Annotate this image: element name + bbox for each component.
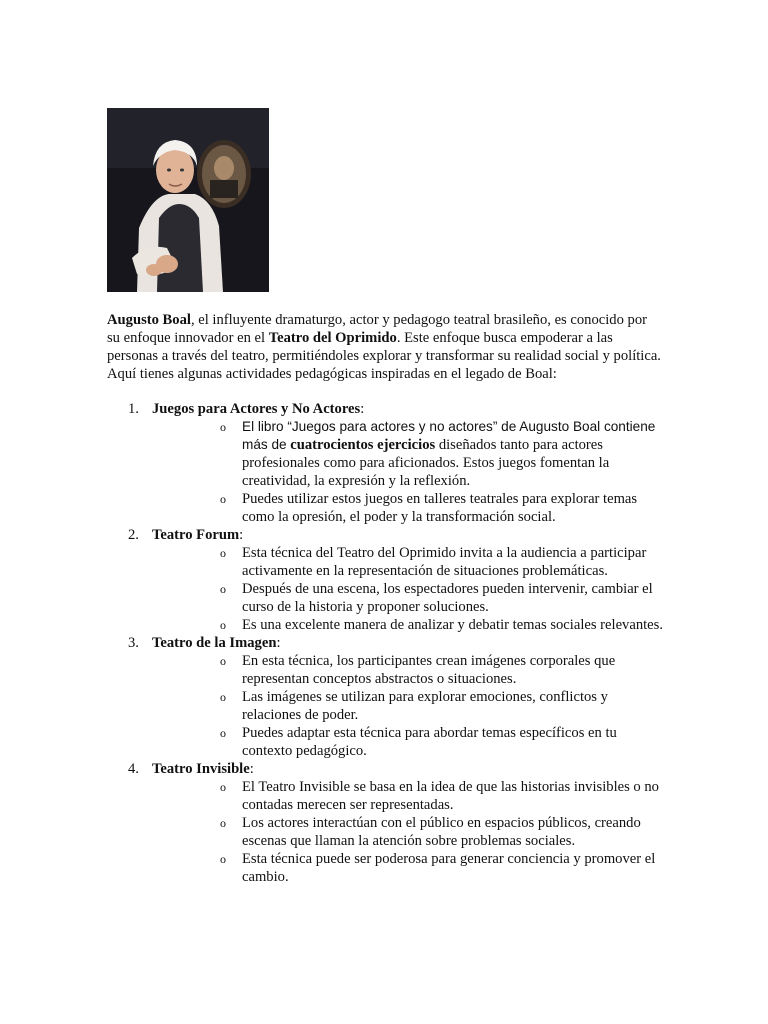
sub-item-text-post: diseñados tanto para actores profesionales como para aficionados. Estos juegos fomentan la creatividad, la expresión y la reflexión.: [242, 437, 610, 489]
sub-item: [152, 616, 663, 634]
activities-list: [107, 400, 663, 886]
sub-item: [152, 688, 663, 724]
bullet-icon: o: [220, 690, 226, 704]
sublist: [152, 652, 663, 760]
item-number: 4.: [128, 761, 139, 777]
sub-item: [152, 724, 663, 760]
portrait-photo: [107, 108, 269, 292]
item-colon: :: [249, 761, 254, 777]
sub-item-text: Es una excelente manera de analizar y debatir temas sociales relevantes.: [242, 617, 663, 633]
sub-item: [152, 778, 663, 814]
intro-text-2: . Este enfoque busca empoderar a las personas a través del teatro, permitiéndoles explorar y transformar su realidad social y política. Aquí tienes algunas actividades pedagógicas inspiradas en el legado de Boal:: [107, 330, 661, 382]
sublist: [152, 544, 663, 634]
intro-theatre: Teatro del Oprimido: [268, 330, 397, 346]
bullet-icon: o: [220, 618, 226, 632]
sub-item-text: Esta técnica del Teatro del Oprimido invita a la audiencia a participar activamente en la representación de situaciones problemáticas.: [242, 545, 647, 579]
item-title: Teatro de la Imagen: [152, 635, 277, 651]
item-number: 2.: [128, 527, 139, 543]
bullet-icon: o: [220, 582, 226, 596]
item-colon: :: [239, 527, 244, 543]
list-item: [107, 400, 663, 526]
sub-item: [152, 490, 663, 526]
bullet-icon: o: [220, 420, 226, 434]
sub-item: [152, 814, 663, 850]
bullet-icon: o: [220, 852, 226, 866]
bullet-icon: o: [220, 654, 226, 668]
intro-text-1: , el influyente dramaturgo, actor y pedagogo teatral brasileño, es conocido por su enfoque innovador en el: [107, 312, 647, 346]
sub-item-text: Puedes utilizar estos juegos en talleres teatrales para explorar temas como la opresión, el poder y la transformación social.: [242, 491, 638, 525]
sub-item-text: Puedes adaptar esta técnica para abordar temas específicos en tu contexto pedagógico.: [242, 725, 617, 759]
item-colon: :: [360, 401, 365, 417]
list-item: [107, 760, 663, 886]
item-number: 1.: [128, 401, 139, 417]
item-colon: :: [276, 635, 281, 651]
portrait-illustration: [107, 108, 269, 292]
item-title: Juegos para Actores y No Actores: [152, 401, 361, 417]
sub-item: [152, 544, 663, 580]
bullet-icon: o: [220, 816, 226, 830]
bullet-icon: o: [220, 492, 226, 506]
sub-item: [152, 580, 663, 616]
sub-item: [152, 850, 663, 886]
sublist: [152, 418, 663, 526]
bullet-icon: o: [220, 546, 226, 560]
sub-item: [152, 418, 663, 490]
bullet-icon: o: [220, 780, 226, 794]
list-item: [107, 634, 663, 760]
item-title: Teatro Invisible: [152, 761, 250, 777]
sub-item-text-pre: El libro “Juegos para actores y no actores” de Augusto Boal contiene más de: [242, 419, 656, 452]
item-number: 3.: [128, 635, 139, 651]
sub-item-bold: cuatrocientos ejercicios: [290, 437, 436, 453]
sub-item-text: El Teatro Invisible se basa en la idea de que las historias invisibles o no contadas merecen ser representadas.: [242, 779, 659, 813]
intro-paragraph: [107, 311, 663, 383]
sub-item-text: En esta técnica, los participantes crean imágenes corporales que representan conceptos abstractos o situaciones.: [242, 653, 616, 687]
bullet-icon: o: [220, 726, 226, 740]
sub-item: [152, 652, 663, 688]
list-item: [107, 526, 663, 634]
sublist: [152, 778, 663, 886]
sub-item-text: Las imágenes se utilizan para explorar emociones, conflictos y relaciones de poder.: [242, 689, 608, 723]
sub-item-text: Después de una escena, los espectadores pueden intervenir, cambiar el curso de la historia y proponer soluciones.: [242, 581, 653, 615]
sub-item-text: Los actores interactúan con el público en espacios públicos, creando escenas que llaman la atención sobre problemas sociales.: [242, 815, 641, 849]
item-title: Teatro Forum: [152, 527, 240, 543]
intro-name: Augusto Boal: [107, 312, 191, 328]
sub-item-text: Esta técnica puede ser poderosa para generar conciencia y promover el cambio.: [242, 851, 656, 885]
